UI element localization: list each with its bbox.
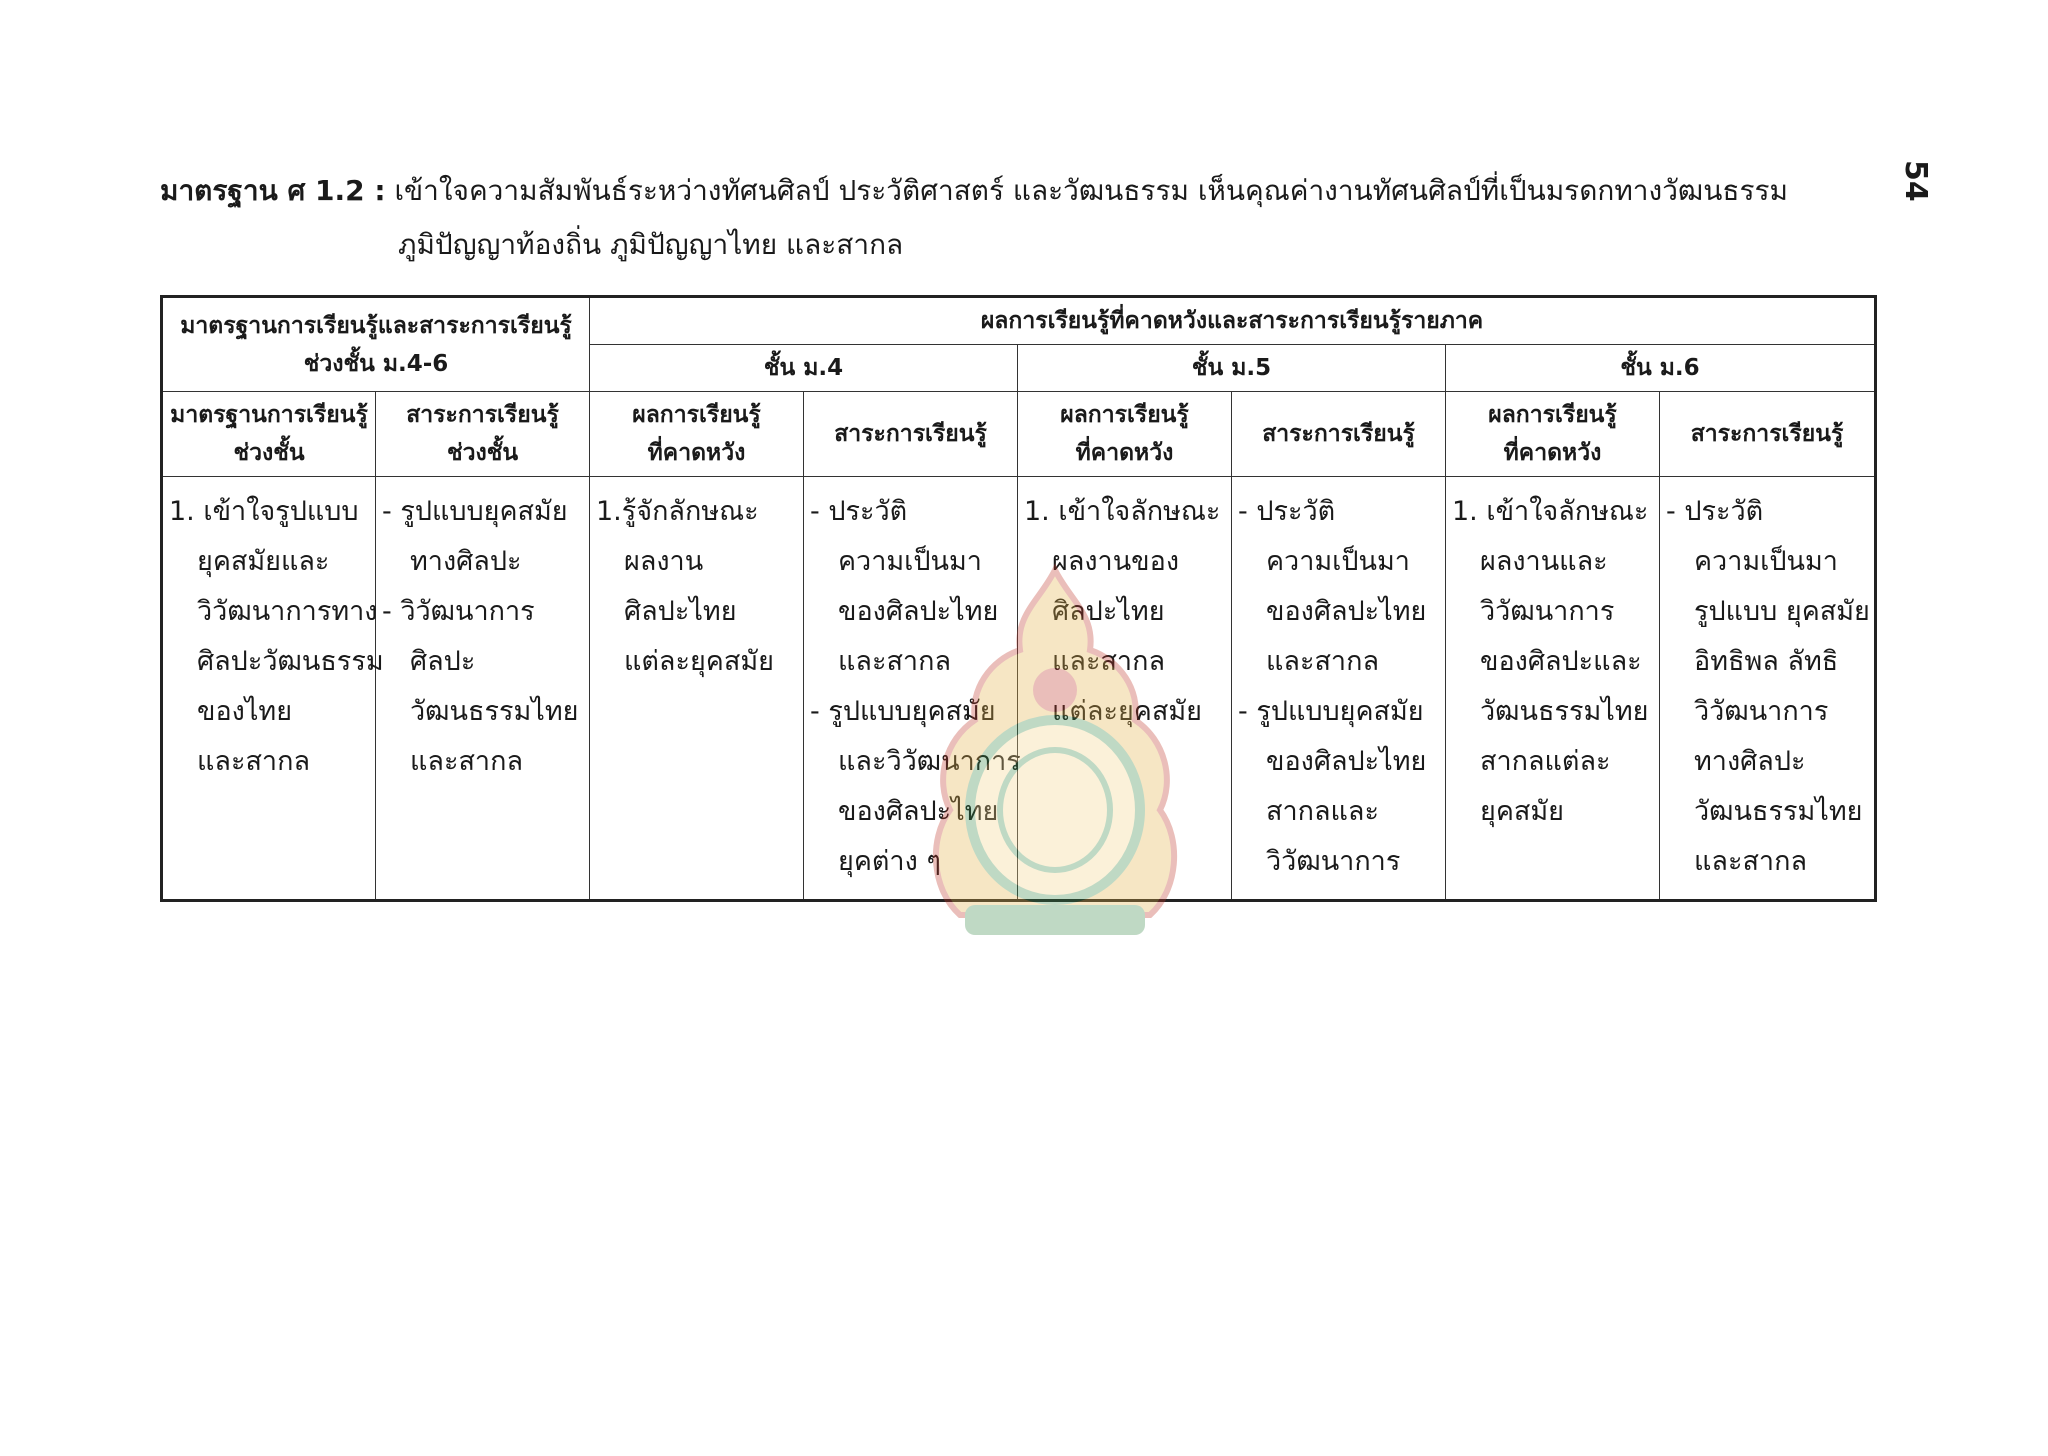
cell-line: และสากล [838,646,951,677]
cell-line: ของศิลปะไทย [1266,596,1427,627]
cell-line: ผลงานของ [1052,546,1180,577]
col-m6-expected [1446,392,1660,477]
cell-line: 1. เข้าใจลักษณะ [1024,496,1221,527]
cell-line: สากลแต่ละ [1480,746,1611,777]
header-standards-content [162,297,590,392]
header-left-line2: ช่วงชั้น ม.4-6 [303,350,449,377]
col-m6-expected-line2: ที่คาดหวัง [1503,440,1602,466]
col-content-grade [376,392,590,477]
page-number: 54 [1898,160,1933,202]
col-m4-expected-line1: ผลการเรียนรู้ [632,402,761,428]
cell-line: ผลงาน [624,546,704,577]
cell-line: ทางศิลปะ [1694,746,1806,777]
cell-line: วิวัฒนาการ [1266,846,1401,877]
cell-line: ศิลปะวัฒนธรรม [197,646,384,677]
cell-m5-expected [1018,477,1232,901]
col-m4-content: สาระการเรียนรู้ [804,392,1018,477]
standard-heading [160,164,1880,272]
col-standard-grade-line2: ช่วงชั้น [233,440,305,466]
cell-line: 1. เข้าใจลักษณะ [1452,496,1649,527]
cell-line: วัฒนธรรมไทย [1694,796,1863,827]
col-m4-expected-line2: ที่คาดหวัง [647,440,746,466]
grade-m5-header: ชั้น ม.5 [1018,345,1446,392]
cell-line: ศิลปะ [410,646,476,677]
header-expected-outcomes: ผลการเรียนรู้ที่คาดหวังและสาระการเรียนรู้รายภาค [590,297,1876,345]
cell-standard [162,477,384,901]
cell-line: อิทธิพล ลัทธิ [1694,646,1839,677]
header-row-1 [162,297,1876,345]
cell-line: วิวัฒนาการทาง [197,596,378,627]
cell-line: วิวัฒนาการ [1480,596,1615,627]
header-row-3 [162,392,1876,477]
standard-code: มาตรฐาน ศ 1.2 : [160,174,386,207]
cell-line: ของศิลปะไทย [838,796,999,827]
cell-line: ศิลปะไทย [1052,596,1165,627]
grade-m4-header: ชั้น ม.4 [590,345,1018,392]
cell-line: ทางศิลปะ [410,546,522,577]
cell-line: ศิลปะไทย [624,596,737,627]
cell-line: รูปแบบ ยุคสมัย [1694,596,1870,627]
cell-line: แต่ละยุคสมัย [624,646,774,677]
cell-line: สากลและ [1266,796,1379,827]
col-m5-expected-line1: ผลการเรียนรู้ [1060,402,1189,428]
cell-line: วัฒนธรรมไทย [410,696,579,727]
cell-line: วัฒนธรรมไทย [1480,696,1649,727]
col-m5-expected [1018,392,1232,477]
col-m6-expected-line1: ผลการเรียนรู้ [1488,402,1617,428]
cell-line: 1. เข้าใจรูปแบบ [169,496,359,527]
cell-line: ของศิลปะไทย [1266,746,1427,777]
col-standard-grade-line1: มาตรฐานการเรียนรู้ [170,402,368,428]
cell-line: ความเป็นมา [838,546,982,577]
cell-line: และสากล [1266,646,1379,677]
col-m5-content: สาระการเรียนรู้ [1232,392,1446,477]
cell-standard-content [376,477,590,901]
cell-line: และวิวัฒนาการ [838,746,1021,777]
cell-line: - รูปแบบยุคสมัย [810,696,996,727]
cell-line: - วิวัฒนาการ [382,596,535,627]
grade-m6-header: ชั้น ม.6 [1446,345,1876,392]
standard-text-line1: เข้าใจความสัมพันธ์ระหว่างทัศนศิลป์ ประวัติศาสตร์ และวัฒนธรรม เห็นคุณค่างานทัศนศิลป์ที่เป็นมรดกทางวัฒนธรรม [394,174,1788,207]
cell-line: ของศิลปะและ [1480,646,1642,677]
cell-line: ยุคต่าง ๆ [838,846,941,877]
cell-line: และสากล [410,746,523,777]
cell-line: 1.รู้จักลักษณะ [596,496,759,527]
standard-text-line2: ภูมิปัญญาท้องถิ่น ภูมิปัญญาไทย และสากล [398,228,904,261]
cell-line: - รูปแบบยุคสมัย [1238,696,1424,727]
col-m6-content: สาระการเรียนรู้ [1660,392,1876,477]
table-row [162,477,1876,901]
curriculum-table [160,295,1877,902]
cell-m5-content [1232,477,1446,901]
cell-m4-expected [590,477,804,901]
cell-line: ของไทย [197,696,293,727]
cell-line: ผลงานและ [1480,546,1608,577]
cell-line: และสากล [1694,846,1807,877]
col-standard-grade [162,392,376,477]
cell-line: และสากล [197,746,310,777]
cell-m6-expected [1446,477,1660,901]
col-m5-expected-line2: ที่คาดหวัง [1075,440,1174,466]
cell-line: ยุคสมัย [1480,796,1564,827]
cell-line: - ประวัติ [1238,496,1336,527]
cell-line: - รูปแบบยุคสมัย [382,496,568,527]
col-content-grade-line1: สาระการเรียนรู้ [406,402,559,428]
cell-line: ความเป็นมา [1694,546,1838,577]
cell-line: และสากล [1052,646,1165,677]
cell-line: ความเป็นมา [1266,546,1410,577]
cell-m6-content [1660,477,1876,901]
cell-m4-content [804,477,1021,901]
cell-line: - ประวัติ [1666,496,1764,527]
cell-line: แต่ละยุคสมัย [1052,696,1202,727]
cell-line: - ประวัติ [810,496,908,527]
cell-line: ยุคสมัยและ [197,546,330,577]
header-left-line1: มาตรฐานการเรียนรู้และสาระการเรียนรู้ [180,312,572,339]
cell-line: ของศิลปะไทย [838,596,999,627]
col-m4-expected [590,392,804,477]
cell-line: วิวัฒนาการ [1694,696,1829,727]
col-content-grade-line2: ช่วงชั้น [446,440,519,466]
